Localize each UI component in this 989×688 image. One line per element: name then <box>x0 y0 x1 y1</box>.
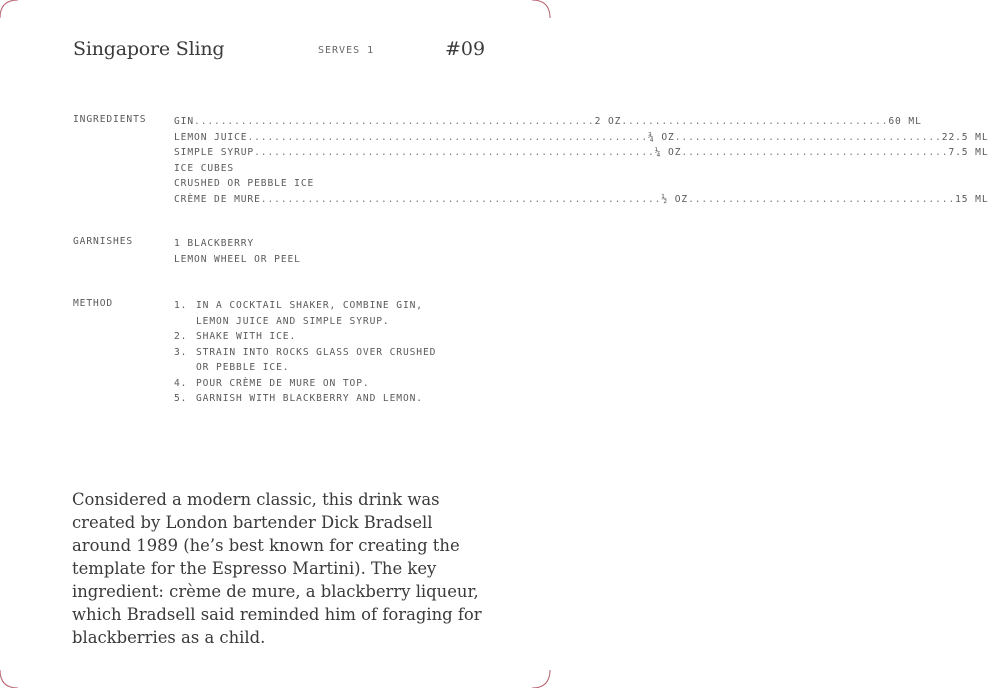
ingredient-name: CRUSHED OR PEBBLE ICE <box>174 178 315 189</box>
ingredients-label: INGREDIENTS <box>73 114 147 125</box>
ingredient-name: ICE CUBES <box>174 162 235 174</box>
leader-dots: ............................................................ <box>194 116 595 127</box>
leader-dots: ........................................ <box>621 116 889 127</box>
step-text: LEMON JUICE AND SIMPLE SYRUP. <box>196 315 390 327</box>
ingredient-name: GIN <box>174 116 195 127</box>
method-step-line <box>174 345 484 361</box>
ingredient-row <box>174 145 989 161</box>
leader-dots: ........................................ <box>674 131 942 143</box>
method-step-line <box>174 360 484 376</box>
step-number: 5. <box>174 393 188 404</box>
step-text: SHAKE WITH ICE. <box>196 331 297 342</box>
step-text: OR PEBBLE ICE. <box>196 362 290 373</box>
ingredient-metric: 22.5 ML <box>941 131 989 143</box>
leader-dots: ............................................................ <box>254 147 655 158</box>
step-text: GARNISH WITH BLACKBERRY AND LEMON. <box>196 393 423 404</box>
method-step-line <box>174 391 484 407</box>
leader-dots: ........................................ <box>681 147 949 158</box>
step-text: POUR CRÈME DE MURE ON TOP. <box>196 377 370 389</box>
ingredient-row <box>174 161 484 177</box>
method-step-line <box>174 298 484 314</box>
method-steps <box>174 298 484 407</box>
step-number: 1. <box>174 300 188 311</box>
method-label: METHOD <box>73 298 114 309</box>
ingredient-amount: ¾ OZ <box>648 131 675 143</box>
garnish-item: 1 BLACKBERRY <box>174 238 255 249</box>
ingredient-row <box>174 130 989 146</box>
corner-ornament <box>520 658 550 688</box>
method-step-line <box>174 376 484 392</box>
leader-dots: ............................................................ <box>260 193 662 205</box>
ingredient-amount: ½ OZ <box>661 193 689 205</box>
garnish-item: LEMON WHEEL OR PEEL <box>174 253 301 265</box>
ingredient-row <box>174 176 484 192</box>
ingredient-amount: 2 OZ <box>594 116 622 127</box>
serves-count: SERVES 1 <box>318 45 375 56</box>
method-step-line <box>174 329 484 345</box>
recipe-number: #09 <box>445 38 486 60</box>
ingredient-metric: 60 ML <box>888 116 922 127</box>
corner-ornament <box>0 0 30 30</box>
step-number: 4. <box>174 377 188 389</box>
step-number: 2. <box>174 331 188 342</box>
step-number: 3. <box>174 346 188 358</box>
corner-ornament <box>520 0 550 30</box>
ingredient-row <box>174 114 922 130</box>
leader-dots: ........................................ <box>688 193 956 205</box>
recipe-description: Considered a modern classic, this drink was created by London bartender Dick Bradsell around 1989 (he’s best known for creating the template for the Espresso Martini). The key ingredient: crème de mure, a blackberry liqueur, which Bradsell said reminded him of foraging for blackberries as a child. <box>72 490 482 647</box>
step-text: STRAIN INTO ROCKS GLASS OVER CRUSHED <box>196 346 437 358</box>
ingredient-name: LEMON JUICE <box>174 131 248 143</box>
ingredient-metric: 15 ML <box>955 193 989 205</box>
ingredient-metric: 7.5 ML <box>948 147 989 158</box>
garnishes-list <box>174 236 484 267</box>
ingredient-amount: ¼ OZ <box>654 147 682 158</box>
ingredient-row <box>174 192 989 208</box>
corner-ornament <box>0 658 30 688</box>
ingredient-name: CRÈME DE MURE <box>174 193 261 205</box>
leader-dots: ............................................................ <box>247 131 648 143</box>
step-text: IN A COCKTAIL SHAKER, COMBINE GIN, <box>196 300 423 311</box>
garnishes-label: GARNISHES <box>73 236 134 247</box>
recipe-title: Singapore Sling <box>73 38 225 60</box>
ingredients-list <box>174 114 989 207</box>
method-step-line <box>174 314 484 330</box>
ingredient-name: SIMPLE SYRUP <box>174 147 255 158</box>
